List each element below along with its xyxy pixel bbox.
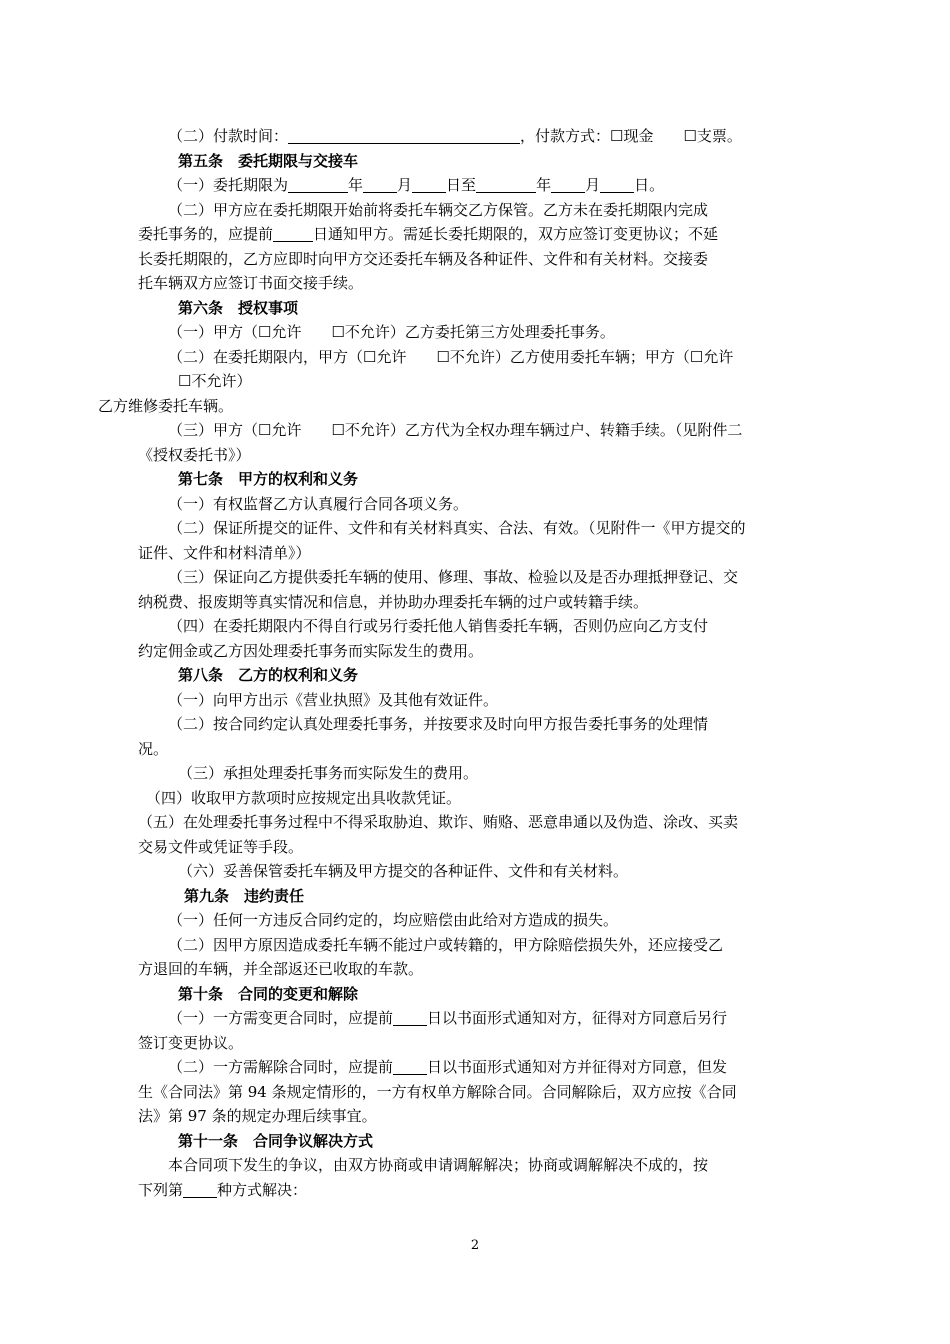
payment-time-blank[interactable] (288, 126, 520, 144)
paragraph-line: 纳税费、报废期等真实情况和信息，并协助办理委托车辆的过户或转籍手续。 (138, 592, 649, 611)
blank-end-day[interactable] (600, 175, 634, 193)
blank-start-year[interactable] (288, 175, 348, 193)
page-number: 2 (470, 1238, 480, 1253)
section-5-title: 第五条 委托期限与交接车 (178, 151, 359, 170)
paragraph-line: （三）承担处理委托事务而实际发生的费用。 (178, 764, 479, 782)
paragraph-line: （二）保证所提交的证件、文件和有关材料真实、合法、有效。（见附件一《甲方提交的 (168, 519, 746, 537)
payment-time-line: （二）付款时间： ，付款方式：☐现金 ☐支票。 (168, 127, 742, 145)
s5-term-line: （一）委托期限为 年 月 日至 年 月 日。 (168, 176, 665, 194)
paragraph-line: 况。 (138, 739, 169, 758)
blank-termination-days[interactable] (393, 1057, 427, 1075)
paragraph-line: （二）一方需解除合同时，应提前 日以书面形式通知对方并征得对方同意，但发 (168, 1058, 728, 1076)
blank-change-days[interactable] (393, 1008, 427, 1026)
paragraph-line: 证件、文件和材料清单》） (138, 543, 311, 562)
paragraph-line: 乙方维修委托车辆。 (98, 396, 234, 415)
section-10-title: 第十条 合同的变更和解除 (178, 984, 359, 1003)
paragraph-line: （五）在处理委托事务过程中不得采取胁迫、欺诈、贿赂、恶意串通以及伪造、涂改、买卖 (138, 813, 739, 831)
paragraph-line: （一）一方需变更合同时，应提前 日以书面形式通知对方，征得对方同意后另行 (168, 1009, 728, 1027)
paragraph-line: 下列第 种方式解决： (138, 1180, 308, 1199)
blank-resolution-method[interactable] (183, 1180, 217, 1198)
paragraph-line: 本合同项下发生的争议，由双方协商或申请调解解决；协商或调解解决不成的，按 (168, 1156, 709, 1174)
paragraph-line: （二）因甲方原因造成委托车辆不能过户或转籍的，甲方除赔偿损失外，还应接受乙 (168, 935, 724, 954)
paragraph-line: 长委托期限的，乙方应即时向甲方交还委托车辆及各种证件、文件和有关材料。交接委 (138, 249, 709, 268)
paragraph-line: （三）甲方（☐允许 ☐不允许）乙方代为全权办理车辆过户、转籍手续。（见附件二 (168, 421, 743, 439)
paragraph-line: 方退回的车辆，并全部返还已收取的车款。 (138, 960, 424, 978)
paragraph-line: （二）甲方应在委托期限开始前将委托车辆交乙方保管。乙方未在委托期限内完成 (168, 200, 709, 219)
paragraph-line: （一）有权监督乙方认真履行合同各项义务。 (168, 494, 469, 513)
paragraph-line: （二）按合同约定认真处理委托事务，并按要求及时向甲方报告委托事务的处理情 (168, 715, 709, 733)
paragraph-line: 生《合同法》第 94 条规定情形的，一方有权单方解除合同。合同解除后，双方应按《合同 (138, 1082, 737, 1101)
blank-end-month[interactable] (551, 175, 585, 193)
paragraph-line: （二）在委托期限内，甲方（☐允许 ☐不允许）乙方使用委托车辆；甲方（☐允许 (168, 347, 734, 366)
blank-start-month[interactable] (363, 175, 397, 193)
paragraph-line: （四）在委托期限内不得自行或另行委托他人销售委托车辆，否则仍应向乙方支付 (168, 617, 709, 635)
paragraph-line: （一）向甲方出示《营业执照》及其他有效证件。 (168, 690, 499, 709)
paragraph-line: 《授权委托书》） (138, 445, 251, 464)
section-11-title: 第十一条 合同争议解决方式 (178, 1131, 374, 1150)
paragraph-line: 委托事务的，应提前 日通知甲方。需延长委托期限的，双方应签订变更协议；不延 (138, 225, 719, 243)
blank-notice-days[interactable] (273, 224, 313, 242)
blank-start-day[interactable] (412, 175, 446, 193)
paragraph-line: 法》第 97 条的规定办理后续事宜。 (138, 1107, 377, 1125)
paragraph-line: ☐不允许） (178, 372, 252, 390)
paragraph-line: （三）保证向乙方提供委托车辆的使用、修理、事故、检验以及是否办理抵押登记、交 (168, 568, 739, 586)
paragraph-line: （一）甲方（☐允许 ☐不允许）乙方委托第三方处理委托事务。 (168, 323, 615, 341)
contract-page-body (98, 124, 810, 1202)
paragraph-line: 签订变更协议。 (138, 1033, 244, 1052)
section-7-title: 第七条 甲方的权利和义务 (178, 470, 359, 488)
paragraph-line: 托车辆双方应签订书面交接手续。 (138, 274, 364, 292)
paragraph-line: 交易文件或凭证等手段。 (138, 837, 304, 856)
paragraph-line: （六）妥善保管委托车辆及甲方提交的各种证件、文件和有关材料。 (178, 862, 629, 880)
blank-end-year[interactable] (476, 175, 536, 193)
section-9-title: 第九条 违约责任 (184, 886, 305, 905)
paragraph-line: （四）收取甲方款项时应按规定出具收款凭证。 (146, 788, 462, 807)
section-8-title: 第八条 乙方的权利和义务 (178, 666, 359, 684)
paragraph-line: （一）任何一方违反合同约定的，均应赔偿由此给对方造成的损失。 (168, 911, 619, 929)
section-6-title: 第六条 授权事项 (178, 298, 299, 317)
paragraph-line: 约定佣金或乙方因处理委托事务而实际发生的费用。 (138, 641, 484, 660)
